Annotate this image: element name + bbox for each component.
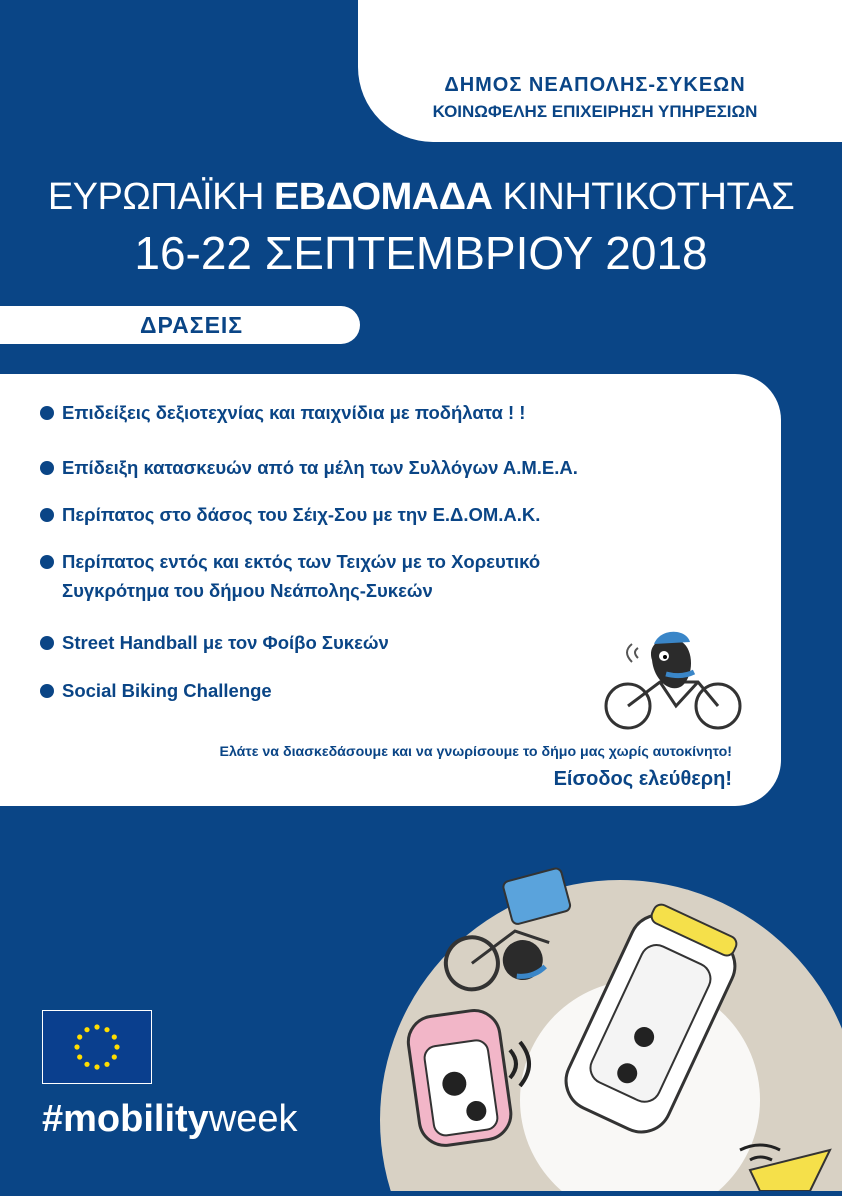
hashtag-rest: week (208, 1098, 298, 1140)
event-dates: 16-22 ΣΕΠΤΕΜΒΡΙΟΥ 2018 (134, 227, 708, 279)
list-item-text: Περίπατος εντός και εκτός των Τειχών με το Χορευτικό (62, 551, 541, 572)
list-item-continuation (62, 578, 433, 604)
bullet-icon (40, 406, 54, 420)
list-item (40, 549, 540, 575)
list-item-text: Συγκρότημα του δήμου Νεάπολης-Συκεών (62, 580, 433, 601)
organization-name: ΔΗΜΟΣ ΝΕΑΠΟΛΗΣ-ΣΥΚΕΩΝ (444, 74, 746, 96)
eu-flag-icon (42, 1010, 152, 1084)
list-item (40, 630, 389, 656)
list-item (40, 455, 578, 481)
mobility-scene-illustration (380, 850, 842, 1191)
list-item (40, 400, 525, 426)
hashtag-bold: #mobility (42, 1098, 209, 1140)
event-title-part1: ΕΥΡΩΠΑΪΚΗ (47, 176, 274, 218)
list-item-text: Επιδείξεις δεξιοτεχνίας και παιχνίδια με ποδήλατα ! ! (62, 402, 526, 423)
bullet-icon (40, 555, 54, 569)
list-item-text: Περίπατος στο δάσος του Σέιχ-Σου με την Ε.Δ.ΟΜ.Α.Κ. (62, 504, 541, 525)
event-title (0, 176, 842, 219)
free-entry-text: Είσοδος ελεύθερη! (553, 768, 732, 790)
list-item (40, 502, 540, 528)
list-item-text: Street Handball με τον Φοίβο Συκεών (62, 632, 389, 653)
bullet-icon (40, 508, 54, 522)
event-title-bold: ΕΒΔΟΜΑΔΑ (273, 176, 493, 218)
list-item-text: Επίδειξη κατασκευών από τα μέλη των Συλλόγων Α.Μ.Ε.Α. (62, 457, 578, 478)
bullet-icon (40, 461, 54, 475)
bullet-icon (40, 684, 54, 698)
list-item-text: Social Biking Challenge (62, 680, 272, 701)
list-item (40, 678, 272, 704)
event-title-part3: ΚΙΝΗΤΙΚΟΤΗΤΑΣ (492, 176, 795, 218)
actions-heading: ΔΡΑΣΕΙΣ (140, 312, 244, 338)
cyclist-mascot-illustration (598, 624, 746, 732)
invitation-text: Ελάτε να διασκεδάσουμε και να γνωρίσουμε το δήμο μας χωρίς αυτοκίνητο! (219, 744, 732, 760)
bullet-icon (40, 636, 54, 650)
organization-subtitle: ΚΟΙΝΩΦΕΛΗΣ ΕΠΙΧΕΙΡΗΣΗ ΥΠΗΡΕΣΙΩΝ (432, 102, 758, 121)
campaign-hashtag (42, 1098, 298, 1141)
